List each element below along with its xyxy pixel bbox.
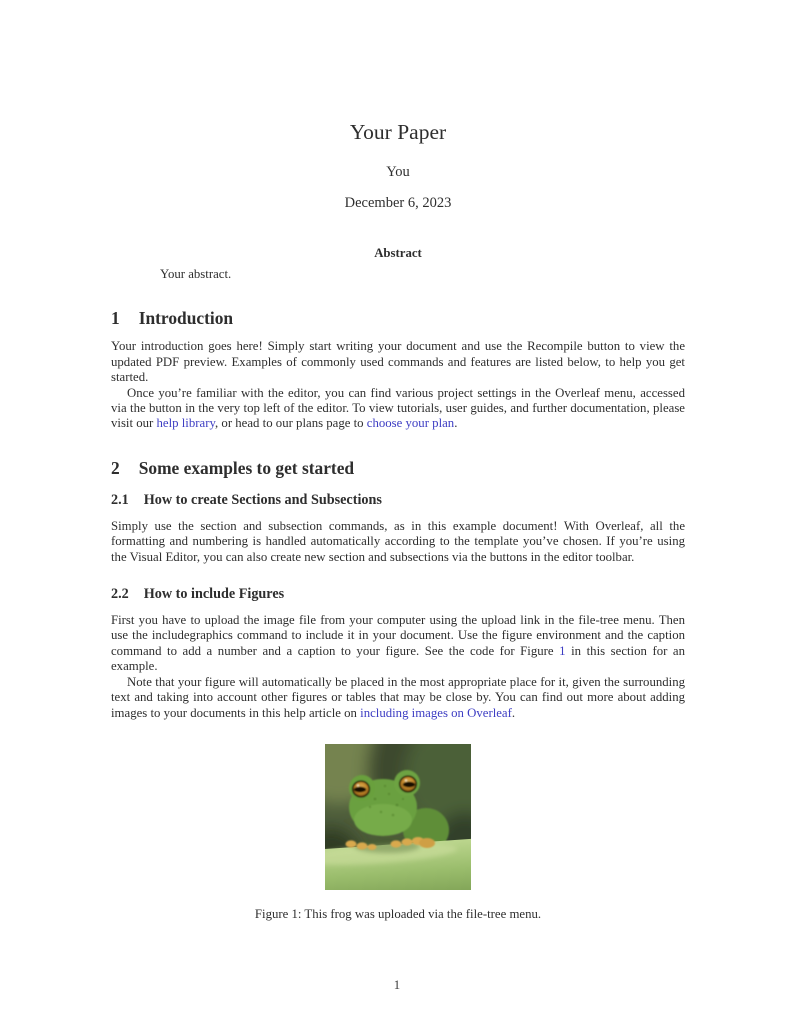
section-title: Some examples to get started [138,457,355,478]
figures-paragraph-2 [111,675,685,721]
choose-your-plan-link[interactable]: choose your plan [366,416,455,431]
document-body [111,0,685,922]
figure-1-ref-link[interactable]: 1 [559,643,566,658]
figures-paragraph-1 [111,613,685,675]
paragraph-text: Note that your figure will automatically be placed in the most appropriate place for it, given the surrounding text and taking into account other figures or tables that may be close by. You can find out more about adding images to your documents in this help article on [111,674,685,720]
paper-author: You [386,164,410,180]
abstract-heading: Abstract [374,246,422,260]
frog-image [325,744,471,890]
paper-date: December 6, 2023 [344,195,452,211]
paragraph-text: . [454,416,458,431]
paragraph-text: Your introduction goes here! Simply start writing your document and use the Recompile button to view the updated PDF preview. Examples of commonly used commands and features are listed below, to help you get started. [111,339,685,385]
paragraph-text: , or head to our plans page to [215,416,367,431]
figure-caption: Figure 1: This frog was uploaded via the file-tree menu. [254,906,542,921]
subsection-number: 2.1 [111,491,129,508]
subsection-title: How to include Figures [143,586,285,603]
paper-title: Your Paper [349,120,447,144]
section-title: Introduction [138,308,234,329]
section-heading-introduction [111,308,685,329]
section-number: 2 [111,457,120,478]
paragraph-text: Once you’re familiar with the editor, you can find various project settings in the Overleaf menu, accessed via the button in the very top left of the editor. To view tutorials, user guides, and further documentation, please visit our [111,385,685,431]
paragraph-text: . [511,705,516,720]
sections-paragraph [111,519,685,565]
section-number: 1 [111,308,120,329]
figure-1 [111,744,685,922]
abstract-text: Your abstract. [160,267,232,281]
page-number: 1 [393,978,401,992]
frog-photo-svg [325,744,471,890]
subsection-heading-sections [111,492,685,509]
help-library-link[interactable]: help library [156,416,216,431]
paragraph-text: in this section for an example. [111,643,686,674]
subsection-heading-figures [111,586,685,603]
subsection-title: How to create Sections and Subsections [143,491,382,508]
intro-paragraph-1 [111,339,685,385]
subsection-number: 2.2 [111,586,129,603]
paragraph-text: First you have to upload the image file from your computer using the upload link in the file-tree menu. Then use the includegraphics command to include it in your document. Use the figure environment and the caption command to add a number and a caption to your figure. See the code for Figure [111,613,685,658]
including-images-link[interactable]: including images on Overleaf [360,705,512,720]
intro-paragraph-2 [111,386,685,432]
section-heading-examples [111,458,685,479]
paragraph-text: Simply use the section and subsection commands, as in this example document! With Overleaf, all the formatting and numbering is handled automatically according to the template you’ve chosen. If you’re using the Visual Editor, you can also create new section and subsections via the buttons in the editor toolbar. [111,518,685,564]
